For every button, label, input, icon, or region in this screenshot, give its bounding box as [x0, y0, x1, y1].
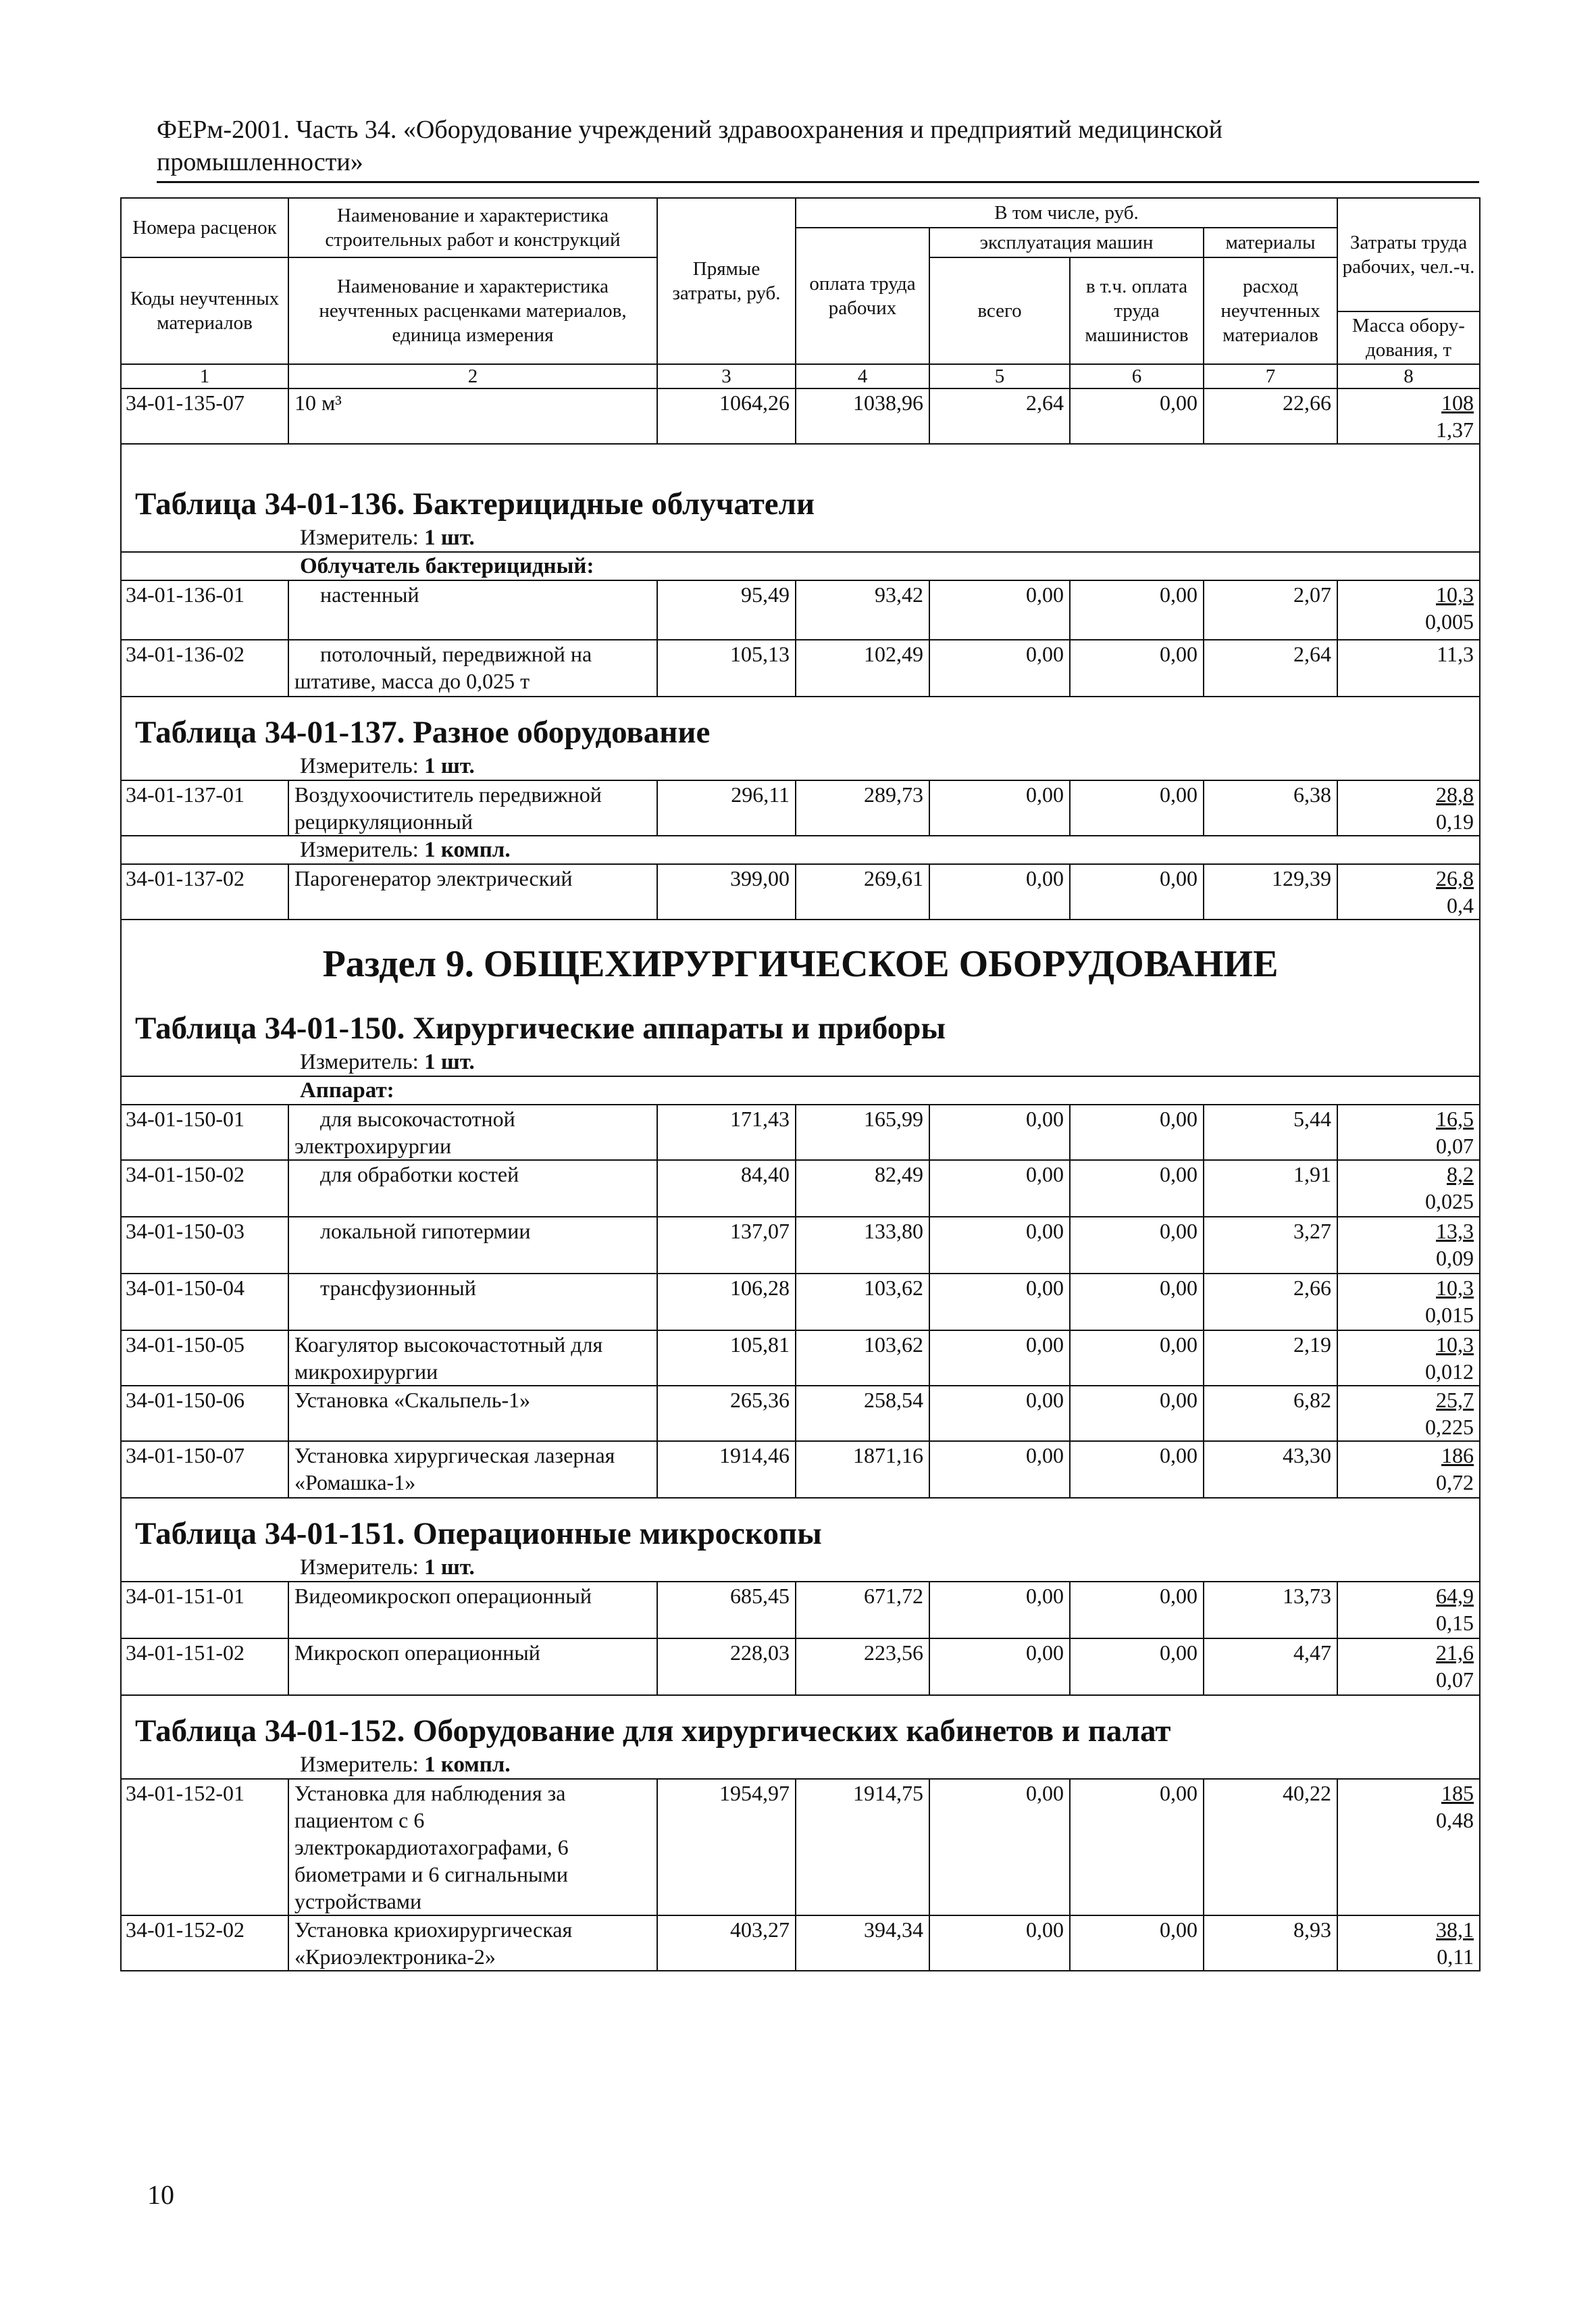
col3-header: Прямые затраты, руб. — [657, 198, 796, 364]
rate-code: 34-01-150-07 — [121, 1441, 288, 1498]
col-number: 1 — [121, 364, 288, 388]
table-150-meter — [122, 1049, 1479, 1076]
table-151-title: Таблица 34-01-151. Операционные микроскопы — [135, 1516, 822, 1551]
table-row — [121, 1638, 1480, 1695]
table-row — [121, 1386, 1480, 1441]
equipment-mass: 0,225 — [1425, 1415, 1474, 1439]
direct-cost: 265,36 — [657, 1386, 796, 1441]
table-row — [121, 1160, 1480, 1217]
direct-cost: 105,13 — [657, 640, 796, 697]
materials-header: материалы — [1204, 228, 1337, 257]
col8-header-top: Затраты труда рабочих, чел.-ч. — [1337, 198, 1480, 311]
labor-hours: 8,2 — [1447, 1162, 1474, 1186]
labor-cost: 133,80 — [796, 1217, 929, 1274]
table-row — [121, 580, 1480, 640]
labor-hours: 21,6 — [1436, 1640, 1474, 1665]
direct-cost: 296,11 — [657, 780, 796, 836]
labor-hours: 10,3 — [1436, 582, 1474, 607]
rate-name: трансфузионный — [288, 1274, 657, 1330]
machinist-cost: 0,00 — [1070, 1779, 1204, 1915]
labor-cost: 258,54 — [796, 1386, 929, 1441]
meter-label: Измеритель: — [300, 1753, 419, 1777]
labor-cost: 394,34 — [796, 1915, 929, 1971]
group-label: Облучатель бактерицидный: — [300, 554, 594, 578]
labor-hours: 186 — [1441, 1443, 1474, 1467]
rate-code: 34-01-136-01 — [121, 580, 288, 640]
direct-cost: 1954,97 — [657, 1779, 796, 1915]
machinist-cost: 0,00 — [1070, 1217, 1204, 1274]
machine-cost: 0,00 — [929, 1386, 1070, 1441]
rate-code: 34-01-137-01 — [121, 780, 288, 836]
rate-code: 34-01-150-04 — [121, 1274, 288, 1330]
labor-cost: 103,62 — [796, 1274, 929, 1330]
machine-cost: 0,00 — [929, 1915, 1070, 1971]
materials-cost: 5,44 — [1204, 1105, 1337, 1160]
labor-hours: 10,3 — [1436, 1332, 1474, 1357]
meter-value: 1 шт. — [424, 1050, 475, 1074]
rate-code: 34-01-150-05 — [121, 1330, 288, 1386]
materials-cost: 2,66 — [1204, 1274, 1337, 1330]
labor-cost: 1038,96 — [796, 388, 929, 444]
machinist-cost: 0,00 — [1070, 388, 1204, 444]
labor-hours: 16,5 — [1436, 1107, 1474, 1131]
rate-code: 34-01-152-01 — [121, 1779, 288, 1915]
machine-cost: 0,00 — [929, 580, 1070, 640]
rate-name: настенный — [288, 580, 657, 640]
col1-header-bottom: Коды неучтенных материалов — [121, 257, 288, 364]
labor-hours: 26,8 — [1436, 866, 1474, 890]
labor-hours: 10,3 — [1436, 1276, 1474, 1300]
labor-hours: 25,7 — [1436, 1388, 1474, 1412]
machinist-cost: 0,00 — [1070, 1582, 1204, 1638]
meter-label: Измеритель: — [300, 838, 419, 862]
materials-cost: 2,19 — [1204, 1330, 1337, 1386]
labor-cost: 93,42 — [796, 580, 929, 640]
machine-cost: 0,00 — [929, 640, 1070, 697]
rate-name: локальной гипотермии — [288, 1217, 657, 1274]
machine-cost: 0,00 — [929, 1779, 1070, 1915]
equipment-mass: 0,15 — [1436, 1611, 1474, 1635]
direct-cost: 1914,46 — [657, 1441, 796, 1498]
materials-cost: 129,39 — [1204, 864, 1337, 920]
incl-header: В том числе, руб. — [796, 198, 1337, 228]
col-number: 5 — [929, 364, 1070, 388]
machine-cost: 0,00 — [929, 780, 1070, 836]
machinist-cost: 0,00 — [1070, 1386, 1204, 1441]
direct-cost: 105,81 — [657, 1330, 796, 1386]
section-title: Раздел 9. ОБЩЕХИРУРГИЧЕСКОЕ ОБОРУДОВАНИЕ — [322, 943, 1279, 985]
col2-header-bottom: Наименование и характеристика неучтенных расценками материалов, единица измерения — [288, 257, 657, 364]
header-rule — [157, 181, 1479, 183]
col-number: 7 — [1204, 364, 1337, 388]
table-row — [121, 780, 1480, 836]
direct-cost: 137,07 — [657, 1217, 796, 1274]
labor-cost: 102,49 — [796, 640, 929, 697]
col-number: 2 — [288, 364, 657, 388]
equipment-mass: 0,07 — [1436, 1134, 1474, 1158]
meter-value: 1 компл. — [424, 1753, 511, 1777]
table-row — [121, 1330, 1480, 1386]
meter-value: 1 шт. — [424, 754, 475, 778]
machine-cost: 0,00 — [929, 1638, 1070, 1695]
table-row — [121, 1441, 1480, 1498]
table-row — [121, 640, 1480, 697]
meter-value: 1 шт. — [424, 526, 475, 550]
meter-label: Измеритель: — [300, 526, 419, 550]
col6-header: в т.ч. оплата труда машинистов — [1070, 257, 1204, 364]
machine-cost: 0,00 — [929, 864, 1070, 920]
col8-header-bottom: Масса обору-дования, т — [1337, 311, 1480, 364]
meter-value: 1 шт. — [424, 1555, 475, 1580]
table-152-title: Таблица 34-01-152. Оборудование для хирургических кабинетов и палат — [135, 1713, 1171, 1749]
equipment-mass: 0,015 — [1425, 1303, 1474, 1327]
rate-code: 34-01-150-06 — [121, 1386, 288, 1441]
page-number: 10 — [147, 2180, 174, 2210]
machines-header: эксплуатация машин — [929, 228, 1204, 257]
machinist-cost: 0,00 — [1070, 1160, 1204, 1217]
equipment-mass: 0,72 — [1436, 1470, 1474, 1494]
table-row — [121, 388, 1480, 444]
page-header — [157, 114, 1474, 178]
equipment-mass: 0,48 — [1436, 1808, 1474, 1832]
labor-cost: 1914,75 — [796, 1779, 929, 1915]
machine-cost: 0,00 — [929, 1105, 1070, 1160]
labor-hours: 185 — [1441, 1781, 1474, 1805]
rate-name: потолочный, передвижной на штативе, масса до 0,025 т — [288, 640, 657, 697]
direct-cost: 106,28 — [657, 1274, 796, 1330]
table-row — [121, 1105, 1480, 1160]
meter-value: 1 компл. — [424, 838, 511, 862]
labor-cost: 103,62 — [796, 1330, 929, 1386]
meter-label: Измеритель: — [300, 1555, 419, 1580]
table-row — [121, 1217, 1480, 1274]
rate-code: 34-01-150-02 — [121, 1160, 288, 1217]
rate-name: Установка хирургическая лазерная «Ромашка-1» — [288, 1441, 657, 1498]
direct-cost: 228,03 — [657, 1638, 796, 1695]
machine-cost: 0,00 — [929, 1330, 1070, 1386]
labor-cost: 671,72 — [796, 1582, 929, 1638]
machine-cost: 0,00 — [929, 1217, 1070, 1274]
rate-name: Видеомикроскоп операционный — [288, 1582, 657, 1638]
direct-cost: 95,49 — [657, 580, 796, 640]
rate-name: Установка «Скальпель-1» — [288, 1386, 657, 1441]
table-row — [121, 1779, 1480, 1915]
machinist-cost: 0,00 — [1070, 1330, 1204, 1386]
materials-cost: 40,22 — [1204, 1779, 1337, 1915]
materials-cost: 6,38 — [1204, 780, 1337, 836]
materials-cost: 4,47 — [1204, 1638, 1337, 1695]
labor-cost: 165,99 — [796, 1105, 929, 1160]
materials-cost: 3,27 — [1204, 1217, 1337, 1274]
table-row — [121, 1582, 1480, 1638]
direct-cost: 685,45 — [657, 1582, 796, 1638]
equipment-mass: 0,025 — [1425, 1189, 1474, 1213]
machine-cost: 0,00 — [929, 1274, 1070, 1330]
materials-cost: 6,82 — [1204, 1386, 1337, 1441]
table-151-meter — [122, 1554, 1479, 1581]
rate-code: 34-01-151-01 — [121, 1582, 288, 1638]
table-137-meter-2 — [122, 836, 1479, 863]
machinist-cost: 0,00 — [1070, 1274, 1204, 1330]
equipment-mass: 0,005 — [1425, 609, 1474, 634]
equipment-mass: 0,11 — [1437, 1944, 1474, 1969]
equipment-mass: 1,37 — [1436, 418, 1474, 442]
table-row — [121, 864, 1480, 920]
equipment-mass: 0,09 — [1436, 1246, 1474, 1270]
labor-cost: 223,56 — [796, 1638, 929, 1695]
rate-code: 34-01-150-01 — [121, 1105, 288, 1160]
table-150-title: Таблица 34-01-150. Хирургические аппараты и приборы — [135, 1011, 946, 1046]
rate-name: для обработки костей — [288, 1160, 657, 1217]
materials-cost: 13,73 — [1204, 1582, 1337, 1638]
rate-name: Воздухоочиститель передвижной рециркуляционный — [288, 780, 657, 836]
rate-name: Установка для наблюдения за пациентом с 6 электрокардиотахографами, 6 биометрами и 6 сигнальными устройствами — [288, 1779, 657, 1915]
table-row — [121, 1915, 1480, 1971]
machine-cost: 0,00 — [929, 1160, 1070, 1217]
col-number: 4 — [796, 364, 929, 388]
table-136-title: Таблица 34-01-136. Бактерицидные облучатели — [135, 486, 815, 522]
rate-name: 10 м³ — [288, 388, 657, 444]
col-number: 3 — [657, 364, 796, 388]
direct-cost: 84,40 — [657, 1160, 796, 1217]
materials-cost: 43,30 — [1204, 1441, 1337, 1498]
machinist-cost: 0,00 — [1070, 1915, 1204, 1971]
meter-label: Измеритель: — [300, 754, 419, 778]
machinist-cost: 0,00 — [1070, 864, 1204, 920]
meter-label: Измеритель: — [300, 1050, 419, 1074]
machinist-cost: 0,00 — [1070, 580, 1204, 640]
machinist-cost: 0,00 — [1070, 1638, 1204, 1695]
table-137-title: Таблица 34-01-137. Разное оборудование — [135, 715, 711, 750]
table-152-meter — [122, 1751, 1479, 1778]
col4-header: оплата труда рабочих — [796, 228, 929, 364]
table-136-meter — [122, 524, 1479, 551]
rate-code: 34-01-137-02 — [121, 864, 288, 920]
labor-hours: 11,3 — [1337, 640, 1480, 697]
equipment-mass: 0,19 — [1436, 809, 1474, 834]
col-number: 6 — [1070, 364, 1204, 388]
rates-table — [120, 197, 1481, 1971]
labor-hours: 38,1 — [1436, 1917, 1474, 1942]
rate-name: Парогенератор электрический — [288, 864, 657, 920]
labor-cost: 269,61 — [796, 864, 929, 920]
rate-name: Установка криохирургическая «Криоэлектроника-2» — [288, 1915, 657, 1971]
machinist-cost: 0,00 — [1070, 1105, 1204, 1160]
labor-cost: 1871,16 — [796, 1441, 929, 1498]
col5-header: всего — [929, 257, 1070, 364]
equipment-mass: 0,012 — [1425, 1359, 1474, 1384]
rate-code: 34-01-135-07 — [121, 388, 288, 444]
col1-header-top: Номера расценок — [121, 198, 288, 257]
equipment-mass: 0,07 — [1436, 1667, 1474, 1692]
machinist-cost: 0,00 — [1070, 780, 1204, 836]
machine-cost: 0,00 — [929, 1582, 1070, 1638]
header-line-1: ФЕРм-2001. Часть 34. «Оборудование учреждений здравоохранения и предприятий медицинской — [157, 116, 1223, 144]
rate-name: для высокочастотной электрохирургии — [288, 1105, 657, 1160]
header-line-2: промышленности» — [157, 148, 363, 176]
rate-code: 34-01-151-02 — [121, 1638, 288, 1695]
machinist-cost: 0,00 — [1070, 640, 1204, 697]
materials-cost: 2,64 — [1204, 640, 1337, 697]
col7-header: расход неучтенных материалов — [1204, 257, 1337, 364]
labor-hours: 108 — [1441, 391, 1474, 415]
labor-hours: 64,9 — [1436, 1584, 1474, 1608]
machine-cost: 0,00 — [929, 1441, 1070, 1498]
direct-cost: 403,27 — [657, 1915, 796, 1971]
group-label: Аппарат: — [300, 1078, 394, 1103]
rate-code: 34-01-136-02 — [121, 640, 288, 697]
rate-name: Коагулятор высокочастотный для микрохирургии — [288, 1330, 657, 1386]
materials-cost: 2,07 — [1204, 580, 1337, 640]
labor-hours: 13,3 — [1436, 1219, 1474, 1243]
machine-cost: 2,64 — [929, 388, 1070, 444]
materials-cost: 8,93 — [1204, 1915, 1337, 1971]
col-number: 8 — [1337, 364, 1480, 388]
labor-cost: 289,73 — [796, 780, 929, 836]
materials-cost: 1,91 — [1204, 1160, 1337, 1217]
direct-cost: 399,00 — [657, 864, 796, 920]
labor-cost: 82,49 — [796, 1160, 929, 1217]
table-137-meter — [122, 753, 1479, 780]
table-row — [121, 1274, 1480, 1330]
machinist-cost: 0,00 — [1070, 1441, 1204, 1498]
direct-cost: 1064,26 — [657, 388, 796, 444]
rate-code: 34-01-150-03 — [121, 1217, 288, 1274]
rate-code: 34-01-152-02 — [121, 1915, 288, 1971]
rate-name: Микроскоп операционный — [288, 1638, 657, 1695]
col2-header-top: Наименование и характеристика строительных работ и конструкций — [288, 198, 657, 257]
labor-hours: 28,8 — [1436, 782, 1474, 807]
equipment-mass: 0,4 — [1447, 893, 1474, 917]
materials-cost: 22,66 — [1204, 388, 1337, 444]
direct-cost: 171,43 — [657, 1105, 796, 1160]
rates-sheet — [120, 197, 1479, 2292]
